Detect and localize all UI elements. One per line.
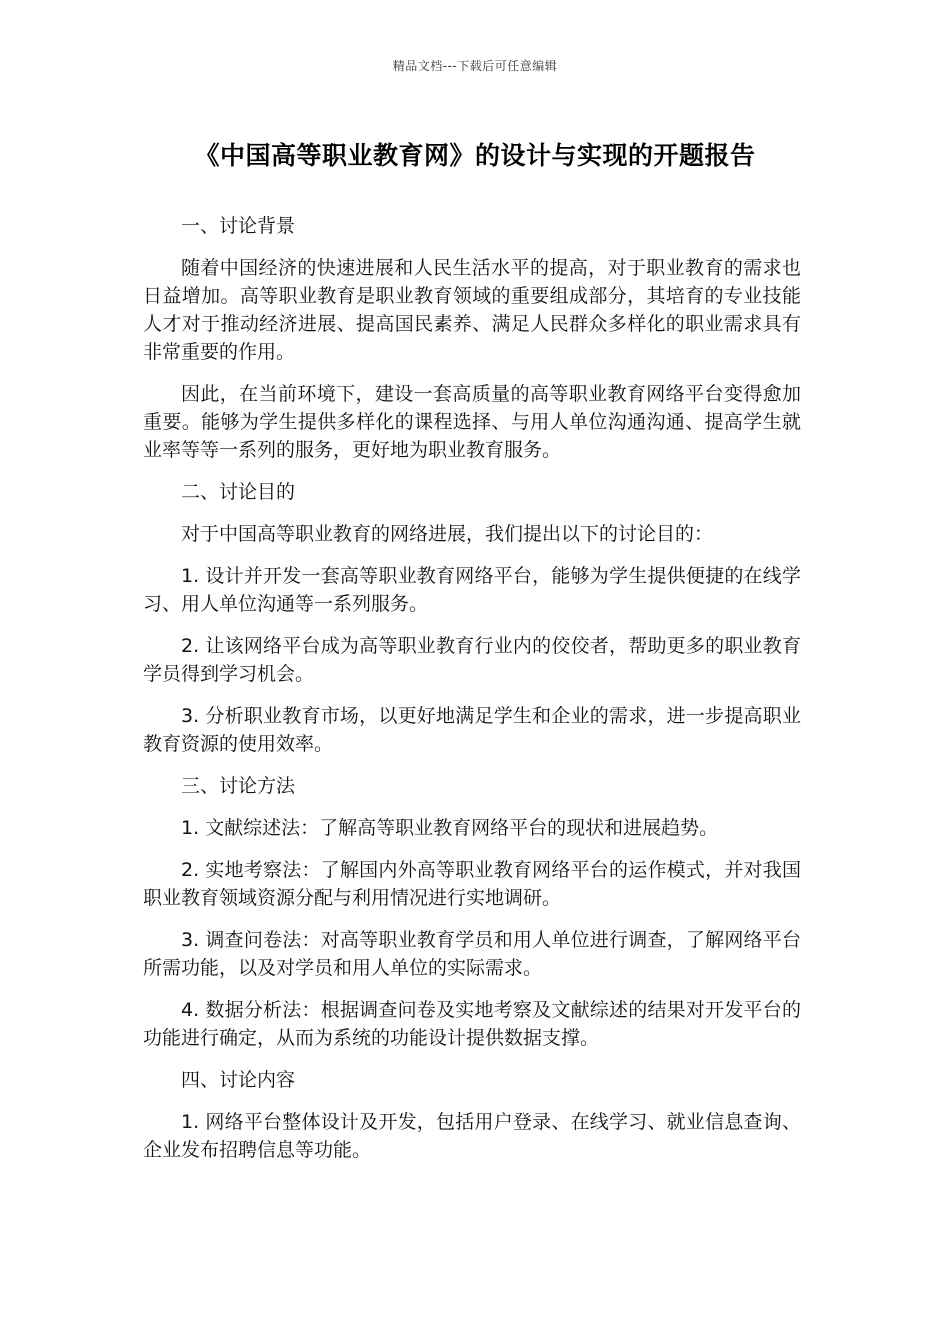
list-item: 1. 设计并开发一套高等职业教育网络平台，能够为学生提供便捷的在线学习、用人单位沟通等一系列服务。 [143,565,801,615]
list-item: 2. 实地考察法：了解国内外高等职业教育网络平台的运作模式，并对我国职业教育领域资源分配与利用情况进行实地调研。 [143,859,801,909]
document-body [143,212,801,1178]
list-item: 3. 调查问卷法：对高等职业教育学员和用人单位进行调查，了解网络平台所需功能，以及对学员和用人单位的实际需求。 [143,929,801,979]
document-title: 《中国高等职业教育网》的设计与实现的开题报告 [194,141,756,170]
list-item: 3. 分析职业教育市场，以更好地满足学生和企业的需求，进一步提高职业教育资源的使用效率。 [143,705,801,755]
list-item: 1. 网络平台整体设计及开发，包括用户登录、在线学习、就业信息查询、企业发布招聘信息等功能。 [143,1111,801,1161]
list-item: 4. 数据分析法：根据调查问卷及实地考察及文献综述的结果对开发平台的功能进行确定，从而为系统的功能设计提供数据支撑。 [143,999,801,1049]
section-heading-methods: 三、讨论方法 [181,775,296,797]
list-item: 2. 让该网络平台成为高等职业教育行业内的佼佼者，帮助更多的职业教育学员得到学习机会。 [143,635,801,685]
paragraph: 随着中国经济的快速进展和人民生活水平的提高，对于职业教育的需求也日益增加。高等职业教育是职业教育领域的重要组成部分，其培育的专业技能人才对于推动经济进展、提高国民素养、满足人民群众多样化的职业需求具有非常重要的作用。 [143,257,801,363]
header-note: 精品文档---下载后可任意编辑 [392,59,558,73]
section-heading-content: 四、讨论内容 [181,1069,296,1091]
list-item: 1. 文献综述法：了解高等职业教育网络平台的现状和进展趋势。 [181,817,719,839]
section-heading-background: 一、讨论背景 [181,215,296,237]
section-heading-purpose: 二、讨论目的 [181,481,296,503]
paragraph: 对于中国高等职业教育的网络进展，我们提出以下的讨论目的： [181,523,714,545]
paragraph: 因此，在当前环境下，建设一套高质量的高等职业教育网络平台变得愈加重要。能够为学生提供多样化的课程选择、与用人单位沟通沟通、提高学生就业率等等一系列的服务，更好地为职业教育服务。 [143,383,801,461]
